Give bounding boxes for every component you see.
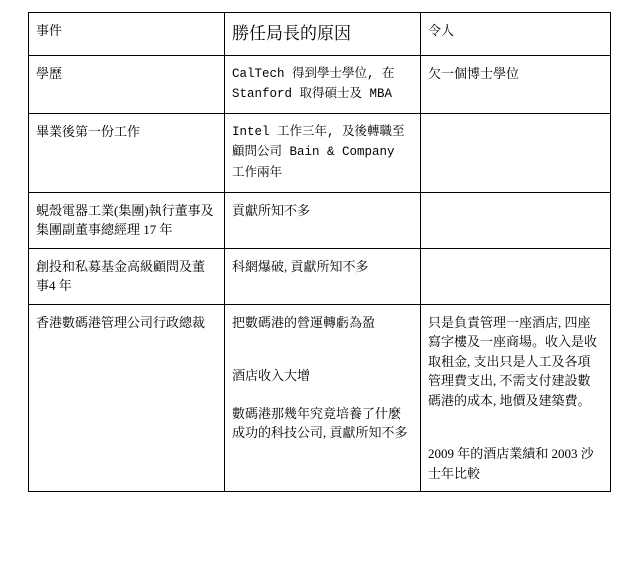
reason-paragraph: 數碼港那幾年究竟培養了什麼成功的科技公司, 貢獻所知不多 <box>232 405 408 441</box>
row-reason <box>225 192 421 248</box>
row-event: 香港數碼港管理公司行政總裁 <box>29 304 225 492</box>
concern-paragraph: 欠一個博士學位 <box>428 65 520 81</box>
row-reason <box>225 113 421 192</box>
row-concern <box>421 304 611 492</box>
column-header-concern: 令人 <box>421 13 611 56</box>
table-row <box>29 113 611 192</box>
concern-paragraph: 只是負責管理一座酒店, 四座寫字樓及一座商場。收入是收取租金, 支出只是人工及各項管理費支出, 不需支付建設數碼港的成本, 地價及建築費。 <box>428 314 598 408</box>
table-header-row <box>29 13 611 56</box>
row-reason <box>225 55 421 113</box>
row-event: 畢業後第一份工作 <box>29 113 225 192</box>
comparison-table <box>28 12 611 492</box>
row-concern <box>421 113 611 192</box>
reason-paragraph: 把數碼港的營運轉虧為盈 <box>232 314 376 330</box>
row-reason <box>225 248 421 304</box>
table-row <box>29 248 611 304</box>
reason-paragraph: Intel 工作三年, 及後轉職至顧問公司 Bain & Company 工作兩年 <box>232 124 405 180</box>
reason-paragraph: 酒店收入大增 <box>232 368 311 384</box>
column-header-event: 事件 <box>29 13 225 56</box>
reason-paragraph: 貢獻所知不多 <box>232 202 311 218</box>
row-concern <box>421 55 611 113</box>
concern-paragraph: 2009 年的酒店業績和 2003 沙士年比較 <box>428 446 594 481</box>
table-row <box>29 192 611 248</box>
row-event: 創投和私募基金高級顧問及董事4 年 <box>29 248 225 304</box>
column-header-reason: 勝任局長的原因 <box>225 13 421 56</box>
row-concern <box>421 248 611 304</box>
reason-paragraph: 科網爆破, 貢獻所知不多 <box>232 258 369 274</box>
row-event: 學歷 <box>29 55 225 113</box>
row-reason <box>225 304 421 492</box>
reason-paragraph: CalTech 得到學士學位, 在 Stanford 取得碩士及 MBA <box>232 66 395 102</box>
table-row <box>29 304 611 492</box>
row-concern <box>421 192 611 248</box>
table-row <box>29 55 611 113</box>
row-event: 蜆殼電器工業(集團)執行董事及集團副董事總經理 17 年 <box>29 192 225 248</box>
